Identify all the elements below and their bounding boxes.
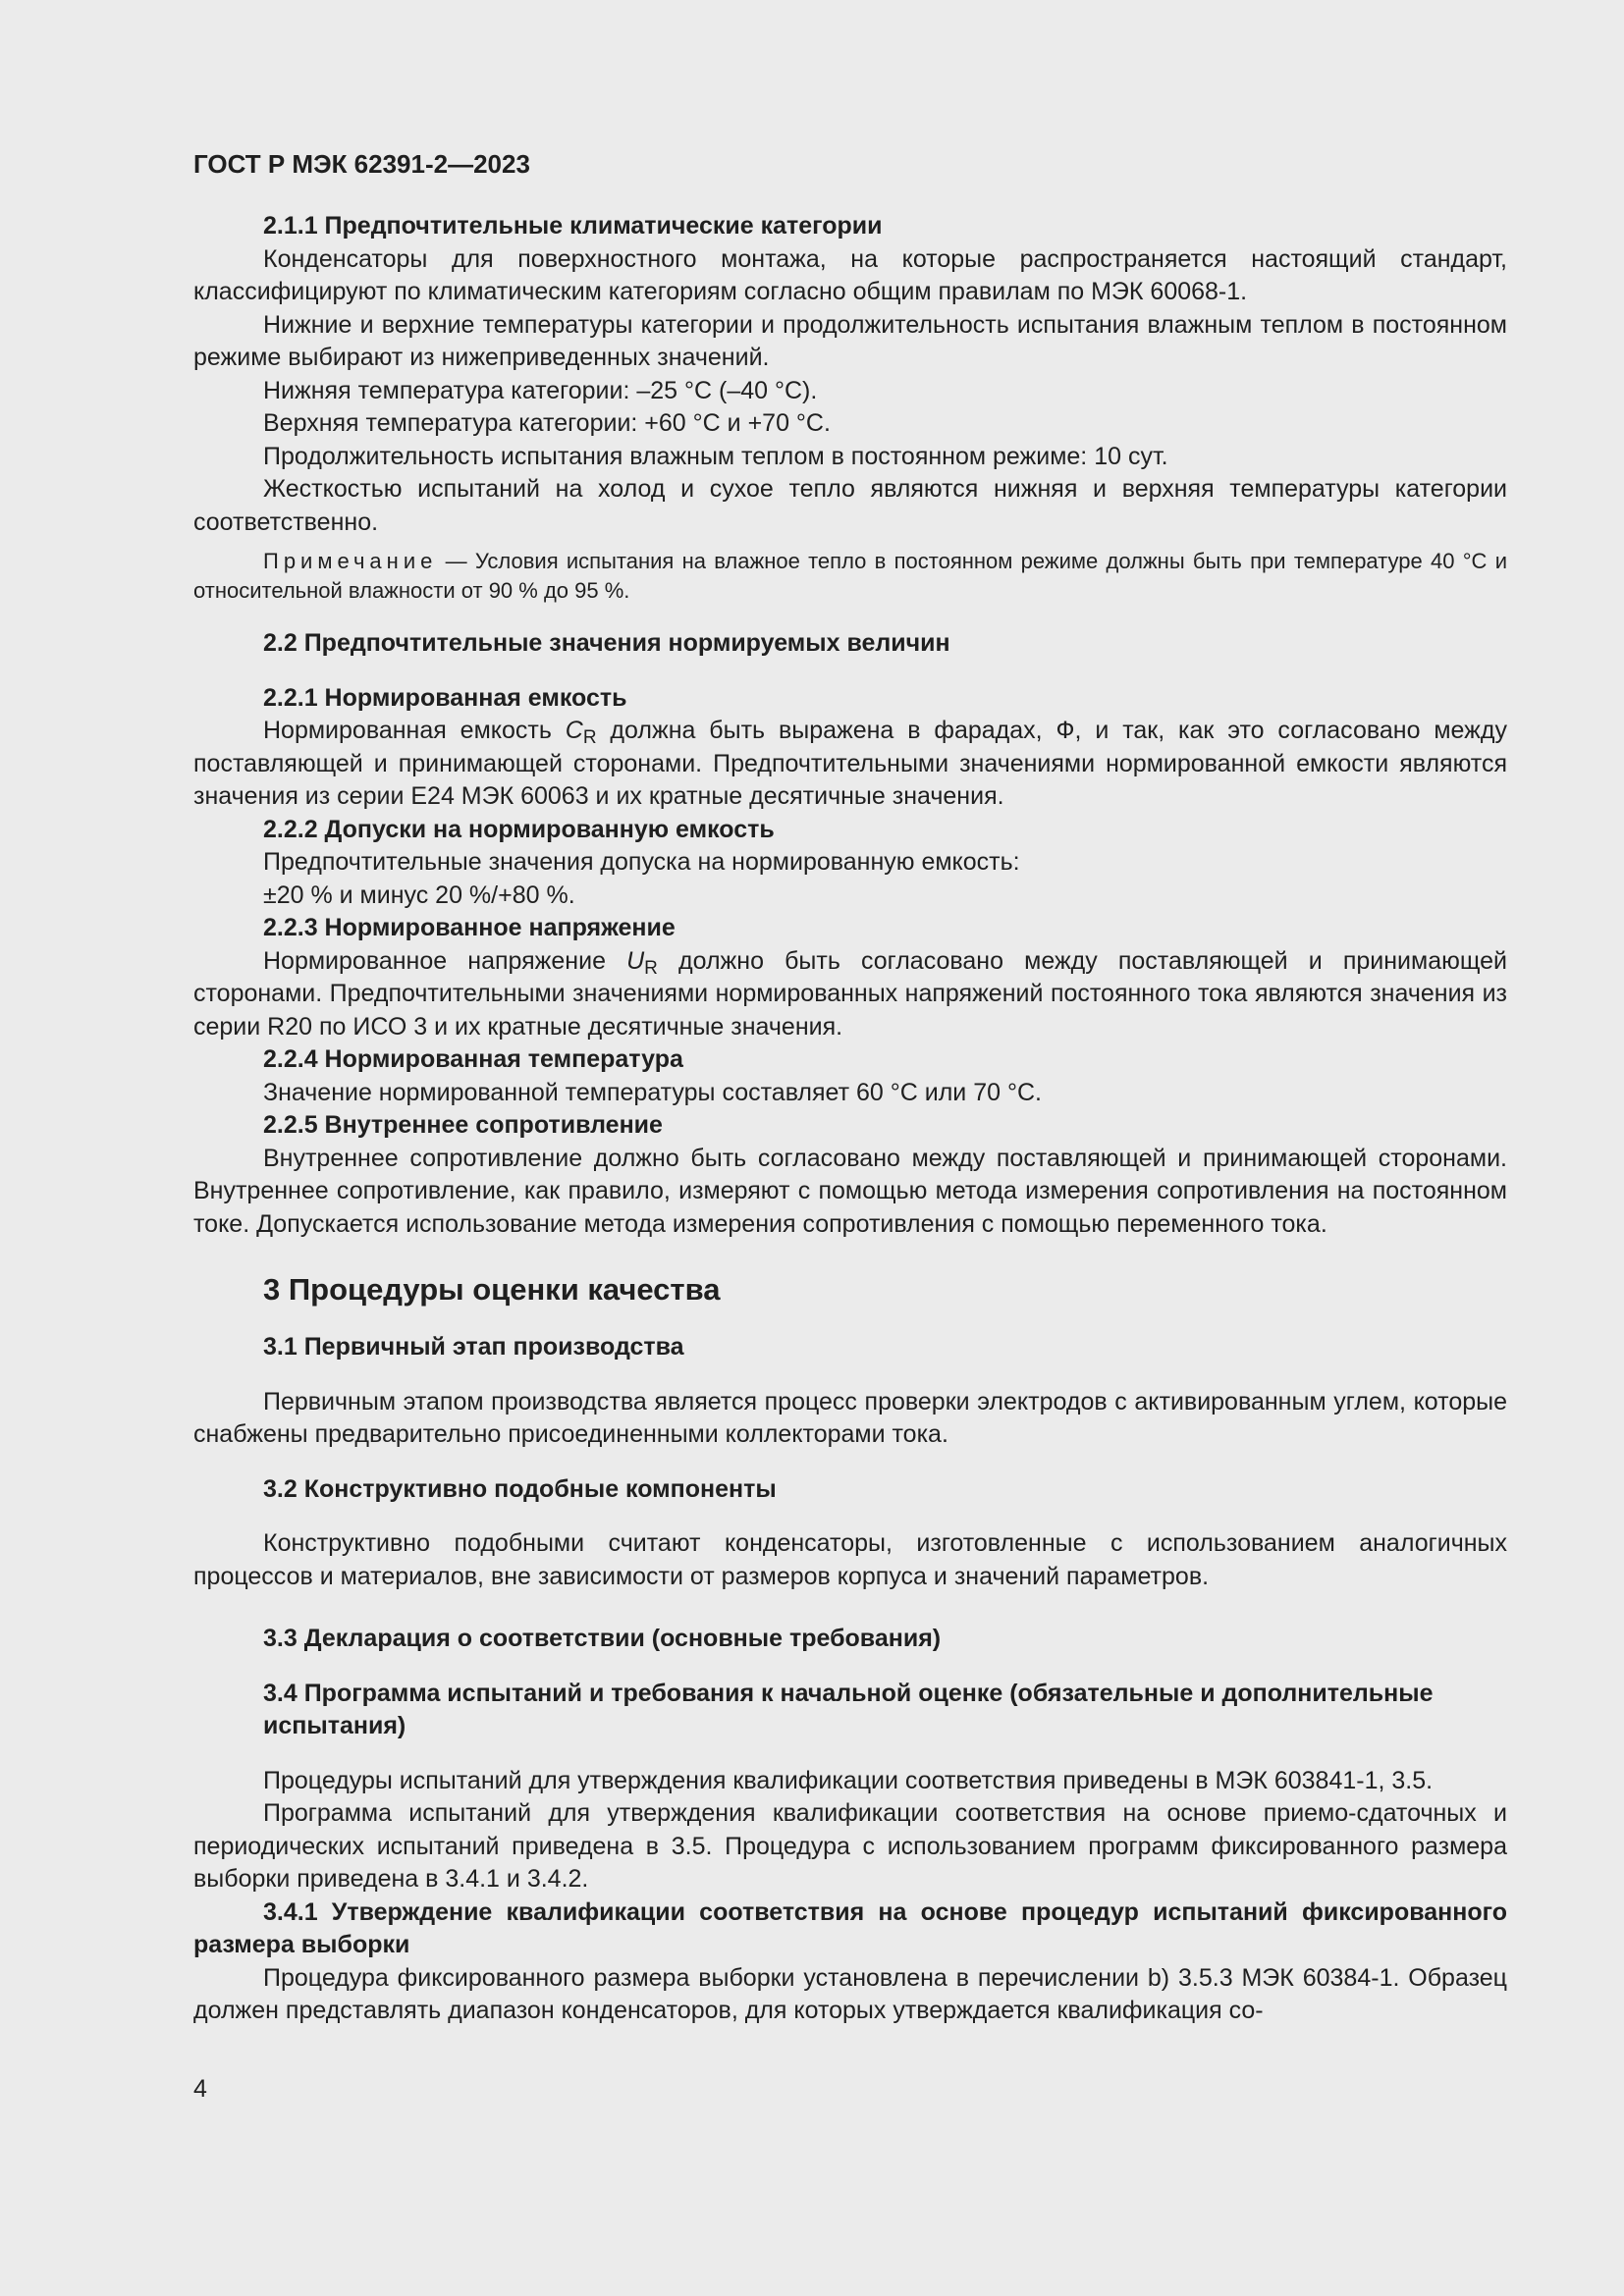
paragraph: Продолжительность испытания влажным теплом в постоянном режиме: 10 сут.: [263, 442, 1168, 470]
paragraph: Предпочтительные значения допуска на нормированную емкость:: [263, 848, 1020, 876]
document-header: ГОСТ Р МЭК 62391-2—2023: [193, 149, 530, 179]
section-heading-2-1-1: 2.1.1 Предпочтительные климатические категории: [263, 212, 883, 240]
note-label: Примечание: [263, 549, 438, 573]
paragraph: Конденсаторы для поверхностного монтажа, на которые распространяется настоящий стандарт, классифицируют по климатическим категориям согласно общим правилам по МЭК 60068-1.: [193, 244, 1507, 305]
paragraph: Первичным этапом производства является процесс проверки электродов с активированным углем, которые снабжены предварительно присоединенными коллекторами тока.: [193, 1387, 1507, 1448]
paragraph: ±20 % и минус 20 %/+80 %.: [263, 881, 575, 909]
section-heading-3-3: 3.3 Декларация о соответствии (основные требования): [263, 1625, 942, 1652]
note-dash: —: [437, 549, 475, 573]
section-heading-2-2-2: 2.2.2 Допуски на нормированную емкость: [263, 815, 775, 843]
paragraph: Конструктивно подобными считают конденсаторы, изготовленные с использованием аналогичных процессов и материалов, вне зависимости от размеров корпуса и значений параметров.: [193, 1529, 1507, 1590]
paragraph: Процедура фиксированного размера выборки установлена в перечислении b) 3.5.3 МЭК 60384-1. Образец должен представлять диапазон конденсаторов, для которых утверждается квалификация со-: [193, 1963, 1507, 2024]
paragraph: Жесткостью испытаний на холод и сухое тепло являются нижняя и верхняя температуры категории соответственно.: [193, 475, 1507, 536]
voltage-symbol: U: [626, 946, 645, 975]
section-heading-2-2-4: 2.2.4 Нормированная температура: [263, 1045, 683, 1073]
page-content: [193, 147, 1507, 2028]
paragraph: Верхняя температура категории: +60 °С и +70 °С.: [263, 409, 831, 437]
paragraph: Значение нормированной температуры составляет 60 °С или 70 °С.: [263, 1078, 1042, 1106]
paragraph: Нормированная емкость $C_R$ должна быть выражена в фарадах, Ф, и так, как это согласовано между поставляющей и принимающей сторонами. Предпочтительными значениями нормированной емкости являются значения из серии Е24 МЭК 60063 и их кратные десятичные значения.: [193, 717, 1507, 810]
page-number: 4: [193, 2075, 207, 2103]
paragraph: Процедуры испытаний для утверждения квалификации соответствия приведены в МЭК 603841-1, 3.5.: [263, 1766, 1434, 1794]
section-heading-3-1: 3.1 Первичный этап производства: [263, 1333, 684, 1361]
section-heading-3-4-1: 3.4.1 Утверждение квалификации соответствия на основе процедур испытаний фиксированного размера выборки: [193, 1897, 1507, 1958]
section-heading-2-2-1: 2.2.1 Нормированная емкость: [263, 683, 627, 712]
capacitance-symbol: C: [565, 717, 583, 744]
section-heading-3-2: 3.2 Конструктивно подобные компоненты: [263, 1474, 777, 1503]
section-heading-3-4: 3.4 Программа испытаний и требования к начальной оценке (обязательные и дополнительные испытания): [263, 1679, 1434, 1739]
paragraph: Нормированное напряжение $U_R$ должно быть согласовано между поставляющей и принимающей сторонами. Предпочтительными значениями нормированных напряжений постоянного тока являются значения из серии R20 по ИСО 3 и их кратные десятичные значения.: [193, 946, 1507, 1041]
section-heading-2-2-5: 2.2.5 Внутреннее сопротивление: [263, 1111, 663, 1139]
paragraph: Нижняя температура категории: –25 °С (–40 °С).: [263, 376, 818, 404]
paragraph: Нижние и верхние температуры категории и продолжительность испытания влажным теплом в постоянном режиме выбирают из нижеприведенных значений.: [193, 310, 1507, 371]
paragraph: Внутреннее сопротивление должно быть согласовано между поставляющей и принимающей сторонами. Внутреннее сопротивление, как правило, измеряют с помощью метода измерения сопротивления на постоянном токе. Допускается использование метода измерения сопротивления с помощью переменного тока.: [193, 1144, 1507, 1238]
note-text: Условия испытания на влажное тепло в постоянном режиме должны быть при температуре 40 °С и относительной влажности от 90 % до 95 %.: [193, 549, 1507, 603]
paragraph: Программа испытаний для утверждения квалификации соответствия на основе приемо-сдаточных и периодических испытаний приведена в 3.5. Процедура с использованием программ фиксированного размера выборки приведена в 3.4.1 и 3.4.2.: [193, 1799, 1507, 1893]
section-heading-3: 3 Процедуры оценки качества: [263, 1272, 721, 1307]
note: [193, 547, 1507, 606]
section-heading-2-2-3: 2.2.3 Нормированное напряжение: [263, 914, 676, 941]
section-heading-2-2: 2.2 Предпочтительные значения нормируемых величин: [263, 629, 950, 657]
